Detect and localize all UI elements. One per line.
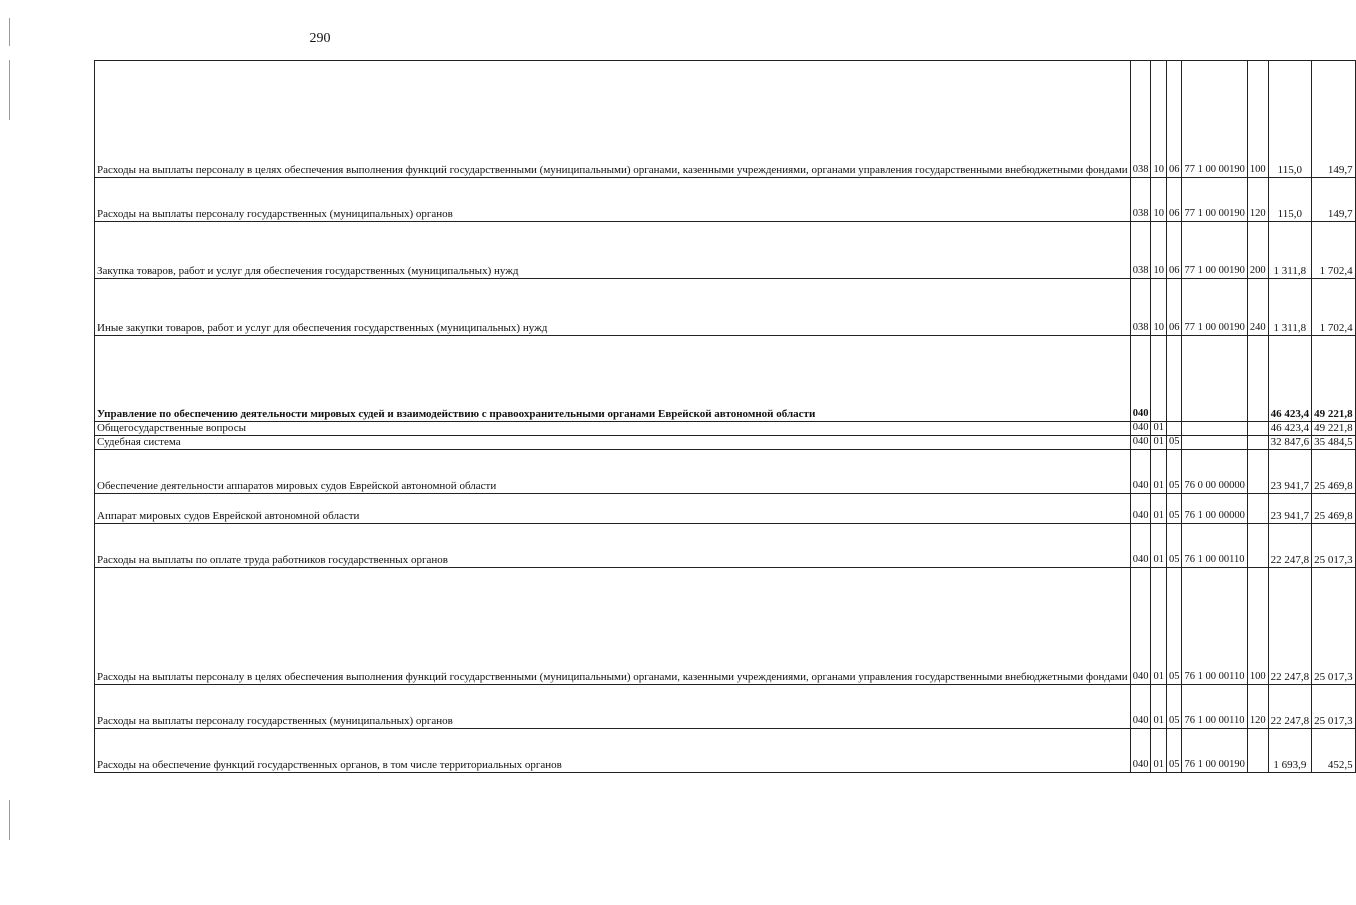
section-code-cell: 01	[1151, 685, 1167, 729]
ministry-code-cell: 040	[1130, 685, 1151, 729]
subsection-code-cell: 06	[1166, 279, 1182, 336]
section-code-cell: 01	[1151, 729, 1167, 773]
ministry-code-cell: 038	[1130, 222, 1151, 279]
section-code-cell: 01	[1151, 568, 1167, 685]
row-name-cell: Расходы на выплаты персоналу государственных (муниципальных) органов	[95, 178, 1131, 222]
row-name-cell: Расходы на обеспечение функций государственных органов, в том числе территориальных органов	[95, 729, 1131, 773]
subsection-code-cell: 05	[1166, 450, 1182, 494]
target-article-cell: 76 1 00 00110	[1182, 524, 1247, 568]
row-name-cell: Расходы на выплаты персоналу в целях обеспечения выполнения функций государственными (муниципальными) органами, казенными учреждениями, органами управления государственными внебюджетными фондами	[95, 568, 1131, 685]
amount-year2-cell: 25 017,3	[1312, 685, 1356, 729]
section-code-cell: 01	[1151, 436, 1167, 450]
row-name-cell: Обеспечение деятельности аппаратов мировых судов Еврейской автономной области	[95, 450, 1131, 494]
amount-year1-cell: 32 847,6	[1268, 436, 1312, 450]
amount-year1-cell: 115,0	[1268, 61, 1312, 178]
ministry-code-cell: 040	[1130, 729, 1151, 773]
row-name-cell: Общегосударственные вопросы	[95, 422, 1131, 436]
subsection-code-cell: 06	[1166, 178, 1182, 222]
table-row	[95, 450, 1356, 494]
ministry-code-cell: 040	[1130, 336, 1151, 422]
subsection-code-cell: 05	[1166, 568, 1182, 685]
expense-type-cell: 100	[1247, 568, 1268, 685]
amount-year2-cell: 25 017,3	[1312, 524, 1356, 568]
target-article-cell: 76 1 00 00000	[1182, 494, 1247, 524]
scan-edge-mark	[9, 60, 10, 120]
amount-year1-cell: 1 693,9	[1268, 729, 1312, 773]
target-article-cell: 77 1 00 00190	[1182, 222, 1247, 279]
subsection-code-cell: 05	[1166, 524, 1182, 568]
ministry-code-cell: 038	[1130, 61, 1151, 178]
target-article-cell: 77 1 00 00190	[1182, 178, 1247, 222]
table-row	[95, 178, 1356, 222]
target-article-cell: 76 0 00 00000	[1182, 450, 1247, 494]
ministry-code-cell: 040	[1130, 450, 1151, 494]
table-body	[95, 61, 1356, 773]
subsection-code-cell: 05	[1166, 436, 1182, 450]
amount-year1-cell: 23 941,7	[1268, 494, 1312, 524]
expense-type-cell: 240	[1247, 279, 1268, 336]
subsection-code-cell	[1166, 422, 1182, 436]
subsection-code-cell	[1166, 336, 1182, 422]
amount-year1-cell: 46 423,4	[1268, 336, 1312, 422]
table-row	[95, 568, 1356, 685]
amount-year2-cell: 1 702,4	[1312, 222, 1356, 279]
amount-year2-cell: 149,7	[1312, 178, 1356, 222]
table-row	[95, 436, 1356, 450]
expense-type-cell: 120	[1247, 178, 1268, 222]
amount-year2-cell: 25 469,8	[1312, 494, 1356, 524]
section-code-cell: 10	[1151, 222, 1167, 279]
subsection-code-cell: 06	[1166, 222, 1182, 279]
amount-year2-cell: 452,5	[1312, 729, 1356, 773]
amount-year1-cell: 46 423,4	[1268, 422, 1312, 436]
amount-year2-cell: 49 221,8	[1312, 336, 1356, 422]
ministry-code-cell: 040	[1130, 568, 1151, 685]
row-name-cell: Аппарат мировых судов Еврейской автономной области	[95, 494, 1131, 524]
section-code-cell: 01	[1151, 494, 1167, 524]
expense-type-cell: 100	[1247, 61, 1268, 178]
expense-type-cell	[1247, 336, 1268, 422]
row-name-cell: Иные закупки товаров, работ и услуг для обеспечения государственных (муниципальных) нужд	[95, 279, 1131, 336]
ministry-code-cell: 040	[1130, 494, 1151, 524]
scan-edge-mark	[9, 800, 10, 840]
target-article-cell: 77 1 00 00190	[1182, 279, 1247, 336]
amount-year2-cell: 35 484,5	[1312, 436, 1356, 450]
ministry-code-cell: 038	[1130, 279, 1151, 336]
target-article-cell: 77 1 00 00190	[1182, 61, 1247, 178]
expense-type-cell	[1247, 729, 1268, 773]
amount-year1-cell: 1 311,8	[1268, 222, 1312, 279]
table-row	[95, 279, 1356, 336]
table-row	[95, 524, 1356, 568]
expense-type-cell	[1247, 436, 1268, 450]
subsection-code-cell: 05	[1166, 494, 1182, 524]
amount-year1-cell: 22 247,8	[1268, 568, 1312, 685]
page-number: 290	[309, 31, 331, 46]
ministry-code-cell: 040	[1130, 436, 1151, 450]
amount-year1-cell: 115,0	[1268, 178, 1312, 222]
subsection-code-cell: 05	[1166, 729, 1182, 773]
row-name-cell: Расходы на выплаты по оплате труда работников государственных органов	[95, 524, 1131, 568]
row-name-cell: Закупка товаров, работ и услуг для обеспечения государственных (муниципальных) нужд	[95, 222, 1131, 279]
expense-type-cell	[1247, 422, 1268, 436]
section-code-cell: 01	[1151, 524, 1167, 568]
table-row	[95, 729, 1356, 773]
target-article-cell	[1182, 436, 1247, 450]
row-name-cell: Расходы на выплаты персоналу государственных (муниципальных) органов	[95, 685, 1131, 729]
expense-type-cell: 120	[1247, 685, 1268, 729]
section-code-cell: 01	[1151, 422, 1167, 436]
section-code-cell: 10	[1151, 61, 1167, 178]
section-code-cell: 10	[1151, 279, 1167, 336]
row-name-cell: Судебная система	[95, 436, 1131, 450]
ministry-code-cell: 040	[1130, 524, 1151, 568]
table-row	[95, 222, 1356, 279]
target-article-cell	[1182, 422, 1247, 436]
ministry-code-cell: 040	[1130, 422, 1151, 436]
expense-type-cell	[1247, 450, 1268, 494]
amount-year1-cell: 1 311,8	[1268, 279, 1312, 336]
target-article-cell: 76 1 00 00110	[1182, 685, 1247, 729]
amount-year1-cell: 22 247,8	[1268, 685, 1312, 729]
target-article-cell: 76 1 00 00190	[1182, 729, 1247, 773]
table-row	[95, 336, 1356, 422]
amount-year2-cell: 25 017,3	[1312, 568, 1356, 685]
expense-type-cell: 200	[1247, 222, 1268, 279]
row-name-cell: Расходы на выплаты персоналу в целях обеспечения выполнения функций государственными (муниципальными) органами, казенными учреждениями, органами управления государственными внебюджетными фондами	[95, 61, 1131, 178]
subsection-code-cell: 06	[1166, 61, 1182, 178]
budget-table	[94, 60, 1356, 773]
amount-year2-cell: 49 221,8	[1312, 422, 1356, 436]
amount-year2-cell: 1 702,4	[1312, 279, 1356, 336]
target-article-cell: 76 1 00 00110	[1182, 568, 1247, 685]
row-name-cell: Управление по обеспечению деятельности мировых судей и взаимодействию с правоохранительными органами Еврейской автономной области	[95, 336, 1131, 422]
amount-year2-cell: 25 469,8	[1312, 450, 1356, 494]
section-code-cell: 10	[1151, 178, 1167, 222]
table-row	[95, 494, 1356, 524]
ministry-code-cell: 038	[1130, 178, 1151, 222]
table-row	[95, 422, 1356, 436]
expense-type-cell	[1247, 524, 1268, 568]
amount-year1-cell: 22 247,8	[1268, 524, 1312, 568]
target-article-cell	[1182, 336, 1247, 422]
section-code-cell: 01	[1151, 450, 1167, 494]
amount-year2-cell: 149,7	[1312, 61, 1356, 178]
table-row	[95, 685, 1356, 729]
section-code-cell	[1151, 336, 1167, 422]
table-row	[95, 61, 1356, 178]
amount-year1-cell: 23 941,7	[1268, 450, 1312, 494]
expense-type-cell	[1247, 494, 1268, 524]
subsection-code-cell: 05	[1166, 685, 1182, 729]
